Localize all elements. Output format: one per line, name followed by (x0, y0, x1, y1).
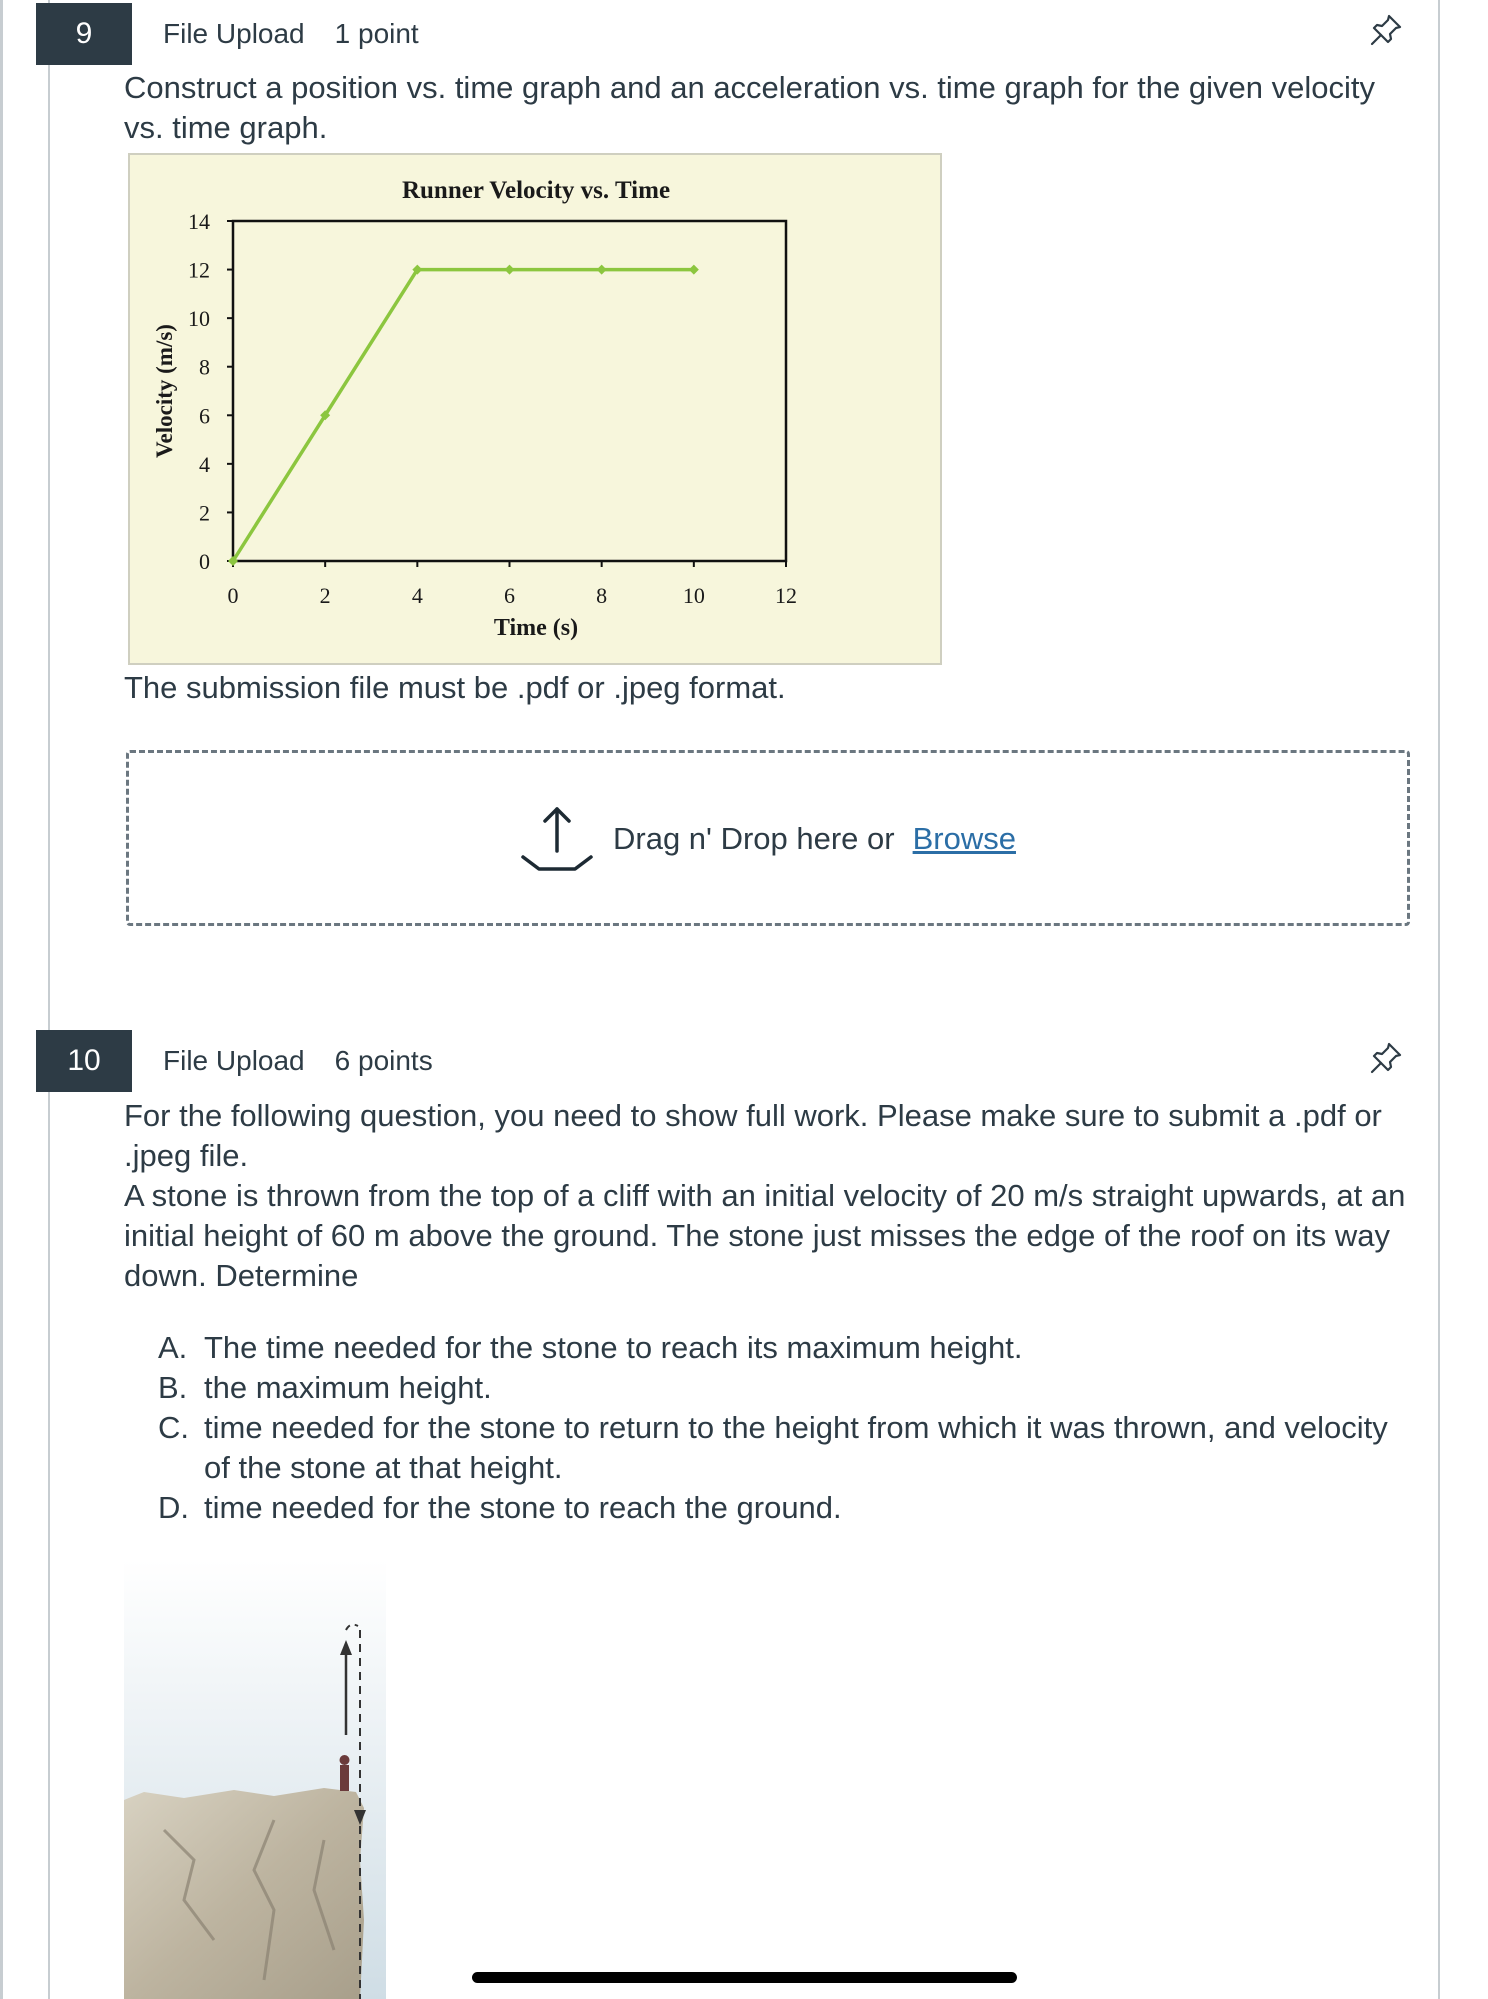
dropzone-text: Drag n' Drop here or (613, 821, 895, 856)
list-item (158, 1328, 1408, 1368)
velocity-time-chart (128, 153, 942, 665)
option-text: the maximum height. (204, 1370, 492, 1405)
list-item (158, 1408, 1408, 1488)
thrower-figure (340, 1765, 349, 1791)
x-tick-label: 8 (596, 583, 608, 608)
question-number-9: 9 (36, 3, 132, 65)
list-item (158, 1488, 1408, 1528)
thrower-head (340, 1755, 350, 1765)
question-9-prompt: Construct a position vs. time graph and an acceleration vs. time graph for the given velocity vs. time graph. (124, 70, 1375, 145)
y-tick-label: 6 (199, 403, 210, 429)
x-tick-label: 0 (227, 583, 239, 608)
question-10-instructions: For the following question, you need to show full work. Please make sure to submit a .pdf or .jpeg file. (124, 1098, 1382, 1173)
x-tick-label: 4 (411, 583, 423, 608)
y-tick-label: 2 (199, 500, 210, 526)
y-tick-label: 10 (188, 306, 210, 332)
x-tick-label: 10 (682, 583, 705, 608)
submission-format-note: The submission file must be .pdf or .jpeg format. (124, 670, 786, 705)
option-letter: A. (158, 1330, 188, 1365)
question-type: File Upload (163, 1045, 305, 1076)
pin-icon[interactable] (1368, 12, 1404, 48)
left-border (0, 0, 3, 1999)
option-text: The time needed for the stone to reach its maximum height. (204, 1330, 1023, 1365)
browse-link[interactable]: Browse (912, 821, 1016, 856)
pin-icon[interactable] (1368, 1040, 1404, 1076)
file-dropzone[interactable] (126, 750, 1410, 926)
answer-parts-list (158, 1328, 1408, 1528)
x-tick-label: 12 (775, 583, 797, 608)
dropzone-content (519, 803, 1016, 875)
x-tick-label: 2 (319, 583, 331, 608)
y-tick-label: 12 (188, 257, 210, 283)
y-tick-label: 14 (188, 209, 210, 234)
question-points: 6 points (334, 1045, 433, 1076)
chart-background (129, 154, 941, 664)
x-tick-label: 6 (504, 583, 515, 608)
y-tick-label: 8 (199, 354, 210, 380)
question-points: 1 point (334, 18, 419, 49)
question-10-problem: A stone is thrown from the top of a cliff with an initial velocity of 20 m/s straight upwards, at an initial height of 60 m above the ground. The stone just misses the edge of the roof on its way down. Determine (124, 1178, 1406, 1293)
home-indicator[interactable] (472, 1972, 1017, 1983)
option-letter: C. (158, 1410, 189, 1445)
question-type: File Upload (163, 18, 305, 49)
x-axis-label: Time (s) (493, 615, 579, 641)
right-border (1438, 0, 1440, 1999)
cliff-illustration (124, 1560, 386, 1999)
y-axis-label: Velocity (m/s) (152, 324, 177, 458)
option-text: time needed for the stone to reach the ground. (204, 1490, 842, 1525)
list-item (158, 1368, 1408, 1408)
option-text: time needed for the stone to return to the height from which it was thrown, and velocity of the stone at that height. (204, 1410, 1388, 1485)
question-9-header (163, 18, 419, 50)
option-letter: D. (158, 1490, 189, 1525)
question-10-header (163, 1045, 433, 1077)
question-number-10: 10 (36, 1030, 132, 1092)
option-letter: B. (158, 1370, 188, 1405)
y-tick-label: 0 (199, 549, 210, 574)
chart-title: Runner Velocity vs. Time (401, 177, 671, 204)
upload-icon (519, 803, 595, 875)
y-tick-label: 4 (199, 451, 210, 477)
question-column-rule (48, 0, 50, 1999)
cliff-rock (124, 1788, 364, 1999)
